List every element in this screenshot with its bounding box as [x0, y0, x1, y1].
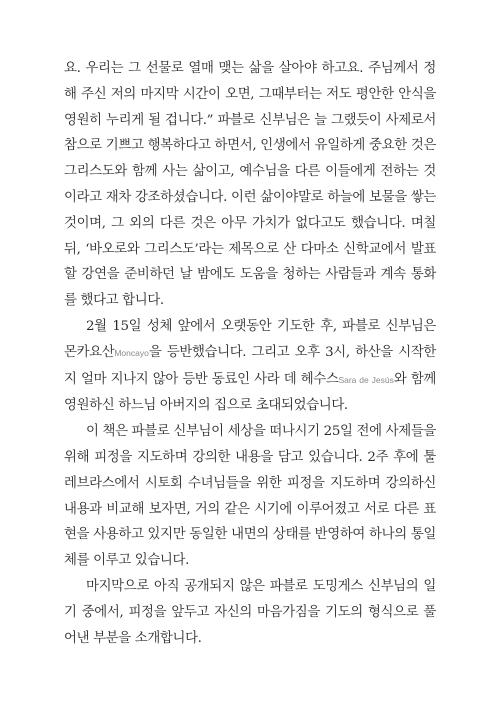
paragraph-1-text: 요. 우리는 그 선물로 열매 맺는 삶을 살아야 하고요. 주님께서 정해 주신 저의 마지막 시간이 오면, 그때부터는 저도 평안한 안식을 영원히 누리게 될 겁니다.” 파블로 신부님은 늘 그랬듯이 사제로서 참으로 기쁘고 행복하다고 하면서, 인생에서 유일하게 중요한 것은 그리스도와 함께 사는 삶이고, 예수님을 다른 이들에게 전하는 것이라고 재차 강조하셨습니다. 이런 삶이야말로 하늘에 보물을 쌓는 것이며, 그 외의 다른 것은 아무 가치가 없다고도 했습니다. 며칠 뒤, ‘바오로와 그리스도’라는 제목으로 산 다마소 신학교에서 발표할 강연을 준비하던 날 밤에도 도움을 청하는 사람들과 계속 통화를 했다고 합니다. — [64, 61, 436, 309]
latin-name-moncayo: Moncayo — [114, 347, 149, 358]
paragraph-2-text-c: 와 함께 영원하신 하느님 아버지의 집으로 초대되었습니다. — [64, 371, 436, 414]
paragraph-2-text-b: 을 등반했습니다. 그리고 오후 3시, 하산을 시작한 지 얼마 지나지 않아 등반 동료인 사라 데 헤수스 — [64, 344, 436, 387]
paragraph-4 — [64, 574, 436, 651]
paragraph-2 — [64, 314, 436, 419]
paragraph-4-text: 마지막으로 아직 공개되지 않은 파블로 도밍게스 신부님의 일기 중에서, 피정을 앞두고 자신의 마음가짐을 기도의 형식으로 풀어낸 부분을 소개합니다. — [64, 578, 436, 646]
body-text — [64, 56, 436, 651]
paragraph-3 — [64, 419, 436, 574]
latin-name-sara-de-jesus: Sara de Jesús — [338, 374, 394, 385]
paragraph-3-text: 이 책은 파블로 신부님이 세상을 떠나시기 25일 전에 사제들을 위해 피정을 지도하며 강의한 내용을 담고 있습니다. 2주 후에 툴레브라스에서 시토회 수녀님들을 위한 피정을 지도하며 강의하신 내용과 비교해 보자면, 거의 같은 시기에 이루어졌고 서로 다른 표현을 사용하고 있지만 동일한 내면의 상태를 반영하여 하나의 통일체를 이루고 있습니다. — [64, 424, 436, 569]
paragraph-1 — [64, 56, 436, 314]
paragraph-2-text-a: 2월 15일 성체 앞에서 오랫동안 기도한 후, 파블로 신부님은 몬카요산 — [64, 318, 436, 360]
